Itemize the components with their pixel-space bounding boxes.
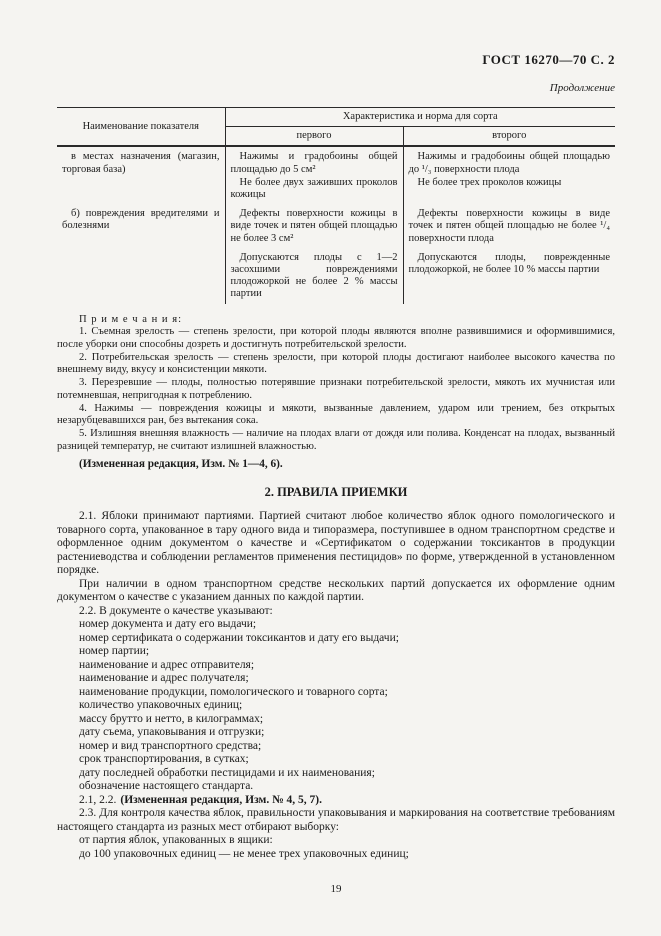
table-cell-grade-first — [225, 146, 403, 204]
table-cell-indicator — [57, 248, 225, 304]
table-header-indicator-name: Наименование показателя — [57, 108, 225, 147]
paragraph-up-to-100: до 100 упаковочных единиц — не менее трех упаковочных единиц; — [79, 847, 409, 860]
doc-list-item: наименование и адрес получателя; — [79, 672, 249, 685]
cell-paragraph: в местах назначения (магазин, торговая база) — [62, 151, 220, 175]
note-item: 2. Потребительская зрелость — степень зрелости, при которой плоды достигают наиболее высокого качества по внешнему виду, вкусу и консистенции мякоти. — [57, 351, 615, 376]
cell-paragraph: б) повреждения вредителями и болезнями — [62, 208, 220, 232]
note-item: 5. Излишняя внешняя влажность — наличие на плодах влаги от дождя или полива. Конденсат на плодах, вызванный разницей температур, не считают излишней влажностью. — [57, 427, 615, 452]
cell-paragraph: Не более двух заживших проколов кожицы — [230, 176, 398, 201]
continuation-label: Продолжение — [549, 82, 615, 94]
doc-list-item: массу брутто и нетто, в килограммах; — [79, 712, 264, 725]
paragraph-2-2: 2.2. В документе о качестве указывают: — [79, 604, 273, 617]
table-row — [57, 146, 615, 204]
table-cell-grade-first — [225, 204, 403, 248]
cell-paragraph: Допускаются плоды с 1—2 засохшими повреждениями плодожоркой не более 2 % массы партии — [230, 251, 398, 300]
paragraph-multi-lot: При наличии в одном транспортном средстве нескольких партий допускается их оформление одним документом о качестве с указанием данных по каждой партии. — [57, 577, 615, 604]
note-item: 3. Перезревшие — плоды, полностью потерявшие признаки потребительской зрелости, мякоть их мучнистая или потемневшая, непригодная к потреблению. — [57, 377, 615, 401]
doc-list-item: количество упаковочных единиц; — [79, 699, 243, 712]
cell-paragraph: Нажимы и градобоины общей площадью до ¹/₃ поверхности плода — [408, 151, 610, 175]
amendment-prefix: 2.1, 2.2. — [79, 793, 117, 806]
page-number: 19 — [330, 883, 342, 896]
table-header-grade-first: первого — [225, 127, 403, 147]
cell-paragraph: Дефекты поверхности кожицы в виде точек и пятен общей площадью не более ¹/₄ поверхности плода — [408, 208, 610, 244]
paragraph-boxes: от партия яблок, упакованных в ящики: — [79, 834, 273, 847]
doc-list-item: наименование продукции, помологического и товарного сорта; — [79, 685, 388, 698]
table-header-grade-second: второго — [403, 127, 615, 147]
section-body — [57, 510, 615, 861]
doc-list-item: номер документа и дату его выдачи; — [79, 618, 257, 631]
notes-label: П р и м е ч а н и я: — [79, 313, 183, 325]
table-cell-grade-first — [225, 248, 403, 304]
paragraph-2-1: 2.1. Яблоки принимают партиями. Партией считают любое количество яблок одного помологического и товарного сорта, упакованное в тару одного вида и типоразмера, поступившее в одном транспортном средстве и оформленное одним документом о качестве и «Сертификатом о содержании токсикантов в продукции растениеводства и соблюдении регламентов применения пестицидов» по форме, утвержденной в установленном порядке. — [57, 510, 615, 577]
section-heading-acceptance-rules: 2. ПРАВИЛА ПРИЕМКИ — [264, 485, 408, 500]
cell-paragraph: Дефекты поверхности кожицы в виде точек и пятен общей площадью не более 3 см² — [230, 208, 398, 244]
amendment-note-2 — [57, 794, 615, 808]
gost-header-title: ГОСТ 16270—70 С. 2 — [482, 52, 615, 67]
doc-list-item: наименование и адрес отправителя; — [79, 658, 255, 671]
cell-paragraph: Допускаются плоды, поврежденные плодожоркой, не более 10 % массы партии — [408, 251, 610, 276]
table-cell-indicator — [57, 204, 225, 248]
doc-list-item: дату съема, упаковывания и отгрузки; — [79, 726, 265, 739]
table-cell-indicator — [57, 146, 225, 204]
amendment-bold-text: (Измененная редакция, Изм. № 4, 5, 7). — [120, 793, 323, 806]
doc-list-item: номер сертификата о содержании токсикантов и дату его выдачи; — [79, 631, 399, 644]
table-cell-grade-second — [403, 248, 615, 304]
paragraph-2-3: 2.3. Для контроля качества яблок, правильности упаковывания и маркирования на соответствие требованиям настоящего стандарта из разных мест отбирают выборку: — [57, 807, 615, 833]
table-header-characteristic: Характеристика и норма для сорта — [225, 108, 615, 127]
cell-paragraph: Нажимы и градобоины общей площадью до 5 см² — [230, 151, 398, 175]
table-cell-grade-second — [403, 146, 615, 204]
doc-list-item: номер партии; — [79, 645, 150, 658]
table-row — [57, 248, 615, 304]
doc-list-item: номер и вид транспортного средства; — [79, 739, 262, 752]
doc-list-item: дату последней обработки пестицидами и их наименования; — [79, 766, 375, 779]
note-item: 4. Нажимы — повреждения кожицы и мякоти, вызванные давлением, ударом или трением, без открытых незарубцевавшихся ран, без вытекания сока. — [57, 402, 615, 427]
cell-paragraph: Не более трех проколов кожицы — [417, 176, 562, 188]
doc-list-item: обозначение настоящего стандарта. — [79, 780, 254, 793]
doc-list-item: срок транспортирования, в сутках; — [79, 753, 249, 766]
amendment-note: (Измененная редакция, Изм. № 1—4, 6). — [79, 458, 283, 471]
note-item: 1. Съемная зрелость — степень зрелости, при которой плоды являются вполне развившимися и оформившимися, после уборки они способны дозреть и достигнуть потребительской зрелости. — [57, 326, 615, 351]
grade-spec-table — [57, 107, 615, 304]
table-row — [57, 204, 615, 248]
table-cell-grade-second — [403, 204, 615, 248]
notes-block — [57, 314, 615, 454]
